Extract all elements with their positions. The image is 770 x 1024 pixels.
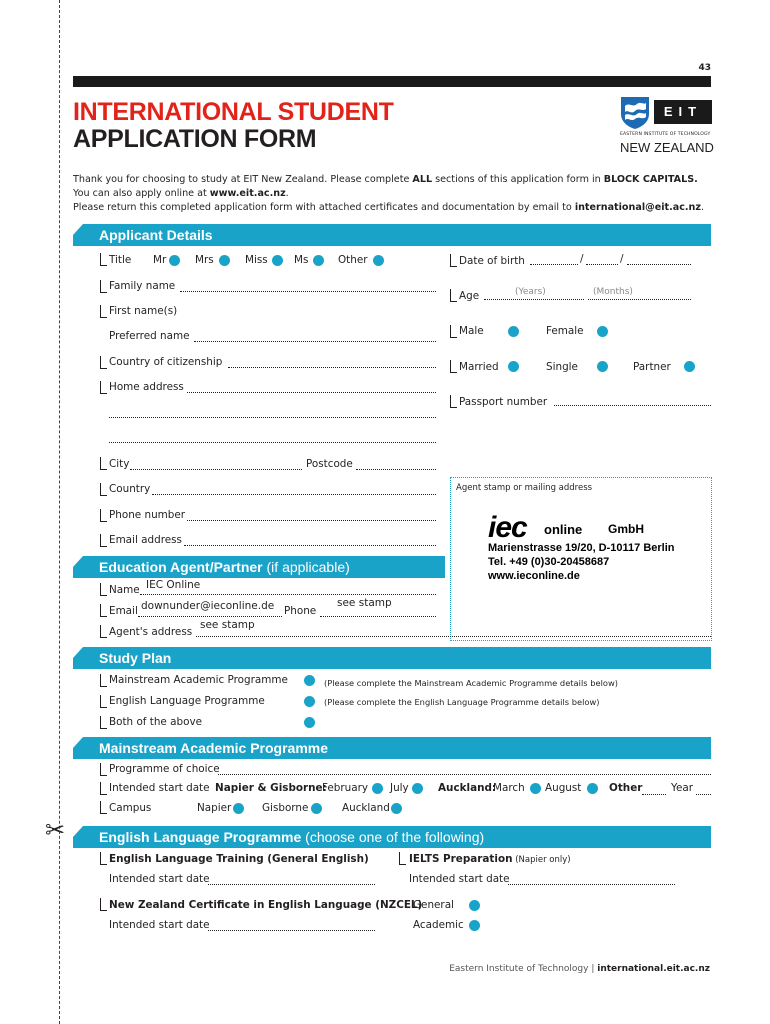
campus-auckland-label: Auckland [342,802,390,814]
partner-radio[interactable] [684,361,695,372]
country-field[interactable] [152,494,436,495]
programme-choice-field[interactable] [218,774,711,775]
nzcel-academic-radio[interactable] [469,920,480,931]
footer: Eastern Institute of Technology | international.eit.ac.nz [449,964,710,974]
english-option-label: English Language Programme [109,695,265,707]
title-mr-radio[interactable] [169,255,180,266]
title-ms-label: Ms [294,254,309,266]
married-label: Married [459,361,499,373]
dob-label: Date of birth [459,255,525,267]
stamp-address: Marienstrasse 19/20, D-10117 Berlin [488,542,675,554]
agent-name-label: Name [109,584,140,596]
married-radio[interactable] [508,361,519,372]
march-label: March [493,782,525,794]
agent-phone-field[interactable] [320,616,436,617]
first-names-label: First name(s) [109,305,178,317]
napier-gisborne-label: Napier & Gisborne: [215,782,327,794]
nzcel-label: New Zealand Certificate in English Language (NZCEL) [109,899,423,911]
ielts-start-field[interactable] [508,884,675,885]
home-address-field-1[interactable] [187,392,436,393]
stamp-gmbh: GmbH [608,522,644,536]
agent-header: Education Agent/Partner (if applicable) [73,556,445,578]
title-mr-label: Mr [153,254,167,266]
agent-stamp-label: Agent stamp or mailing address [456,483,593,493]
mainstream-option-note: (Please complete the Mainstream Academic Programme details below) [324,678,618,688]
eit-subtitle: EASTERN INSTITUTE OF TECHNOLOGY [620,132,711,137]
title-miss-label: Miss [245,254,268,266]
eit-mark: EIT [654,100,712,124]
agent-address-label: Agent's address [109,626,193,638]
email-label: Email address [109,534,182,546]
nzcel-general-label: General [413,899,454,911]
july-radio[interactable] [412,783,423,794]
cut-line [59,0,60,1024]
title-ms-radio[interactable] [313,255,324,266]
english-option-note: (Please complete the English Language Programme details below) [324,697,600,707]
year-field[interactable] [696,794,711,795]
agent-email-label: Email [109,605,138,617]
phone-label: Phone number [109,509,186,521]
february-radio[interactable] [372,783,383,794]
title-label: Title [109,254,132,266]
eit-country: NEW ZEALAND [620,140,714,155]
city-label: City [109,458,130,470]
home-address-label: Home address [109,381,184,393]
footer-website: international.eit.ac.nz [597,964,710,974]
campus-gisborne-radio[interactable] [311,803,322,814]
partner-label: Partner [633,361,671,373]
title-other-label: Other [338,254,368,266]
agent-email-field[interactable] [138,616,282,617]
age-months-hint: (Months) [593,287,633,297]
scissors-icon: ✂ [45,816,66,844]
age-years-field[interactable] [484,299,584,300]
page-subtitle: APPLICATION FORM [73,125,317,153]
title-miss-radio[interactable] [272,255,283,266]
nzcel-academic-label: Academic [413,919,464,931]
applicant-details-header: Applicant Details [73,224,711,246]
agent-email-value: downunder@ieconline.de [141,600,275,612]
iec-logo-online: online [544,522,583,537]
home-address-field-2[interactable] [109,417,436,418]
preferred-name-field[interactable] [194,341,436,342]
page-number: 43 [698,63,711,73]
city-field[interactable] [130,469,302,470]
stamp-website: www.ieconline.de [488,570,580,582]
email-field[interactable] [184,545,436,546]
eit-email-link: international@eit.ac.nz [574,202,701,213]
top-rule [73,76,711,87]
ielts-label: IELTS Preparation (Napier only) [409,853,571,865]
passport-field[interactable] [554,405,711,406]
citizenship-label: Country of citizenship [109,356,223,368]
dob-month-field[interactable] [586,264,618,265]
nzcel-start-label: Intended start date [109,919,210,931]
passport-label: Passport number [459,396,548,408]
agent-phone-label: Phone [284,605,317,617]
agent-address-value: see stamp [200,619,255,631]
august-radio[interactable] [587,783,598,794]
mainstream-header: Mainstream Academic Programme [73,737,711,759]
campus-label: Campus [109,802,152,814]
preferred-name-label: Preferred name [109,330,190,342]
country-label: Country [109,483,151,495]
general-english-start-field[interactable] [208,884,375,885]
female-label: Female [546,325,584,337]
intro-text: Thank you for choosing to study at EIT New Zealand. Please complete ALL sections of this application form in BLOCK CAPITALS. You can also apply online at www.eit.ac.nz. Please return this completed application form with attached certificates and documentation by email to international@eit.ac.nz. [73,174,705,213]
iec-logo: iec [488,511,527,544]
ielts-start-label: Intended start date [409,873,510,885]
english-header: English Language Programme (choose one of the following) [73,826,711,848]
phone-field[interactable] [187,520,436,521]
dob-year-field[interactable] [627,264,691,265]
mainstream-option-label: Mainstream Academic Programme [109,674,288,686]
nzcel-start-field[interactable] [208,930,375,931]
dob-day-field[interactable] [530,264,578,265]
postcode-label: Postcode [306,458,353,470]
august-label: August [545,782,582,794]
agent-address-field[interactable] [196,636,711,637]
campus-napier-label: Napier [197,802,232,814]
mainstream-start-label: Intended start date [109,782,210,794]
postcode-field[interactable] [356,469,436,470]
study-plan-header: Study Plan [73,647,711,669]
campus-gisborne-label: Gisborne [262,802,309,814]
campus-napier-radio[interactable] [233,803,244,814]
july-label: July [390,782,409,794]
family-name-label: Family name [109,280,176,292]
female-radio[interactable] [597,326,608,337]
year-label: Year [671,782,693,794]
single-radio[interactable] [597,361,608,372]
citizenship-field[interactable] [228,367,436,368]
both-option-label: Both of the above [109,716,202,728]
february-label: February [322,782,369,794]
page-title: INTERNATIONAL STUDENT [73,98,394,126]
agent-name-field[interactable] [140,594,436,595]
male-label: Male [459,325,484,337]
home-address-field-3[interactable] [109,442,436,443]
title-mrs-label: Mrs [195,254,214,266]
auckland-start-label: Auckland: [438,782,497,794]
campus-auckland-radio[interactable] [391,803,402,814]
single-label: Single [546,361,578,373]
stamp-phone: Tel. +49 (0)30-20458687 [488,556,610,568]
programme-choice-label: Programme of choice [109,763,220,775]
agent-name-value: IEC Online [146,579,201,591]
mainstream-option-radio[interactable] [304,675,315,686]
family-name-field[interactable] [180,291,436,292]
both-option-radio[interactable] [304,717,315,728]
english-option-radio[interactable] [304,696,315,707]
other-start-label: Other [609,782,643,794]
general-english-label: English Language Training (General English) [109,853,369,865]
shield-icon [620,96,650,130]
male-radio[interactable] [508,326,519,337]
age-label: Age [459,290,480,302]
eit-website-link: www.eit.ac.nz [209,188,286,199]
agent-phone-value: see stamp [337,597,392,609]
nzcel-general-radio[interactable] [469,900,480,911]
other-start-field[interactable] [642,794,666,795]
age-months-field[interactable] [588,299,691,300]
march-radio[interactable] [530,783,541,794]
title-other-radio[interactable] [373,255,384,266]
age-years-hint: (Years) [515,287,546,297]
title-mrs-radio[interactable] [219,255,230,266]
general-english-start-label: Intended start date [109,873,210,885]
